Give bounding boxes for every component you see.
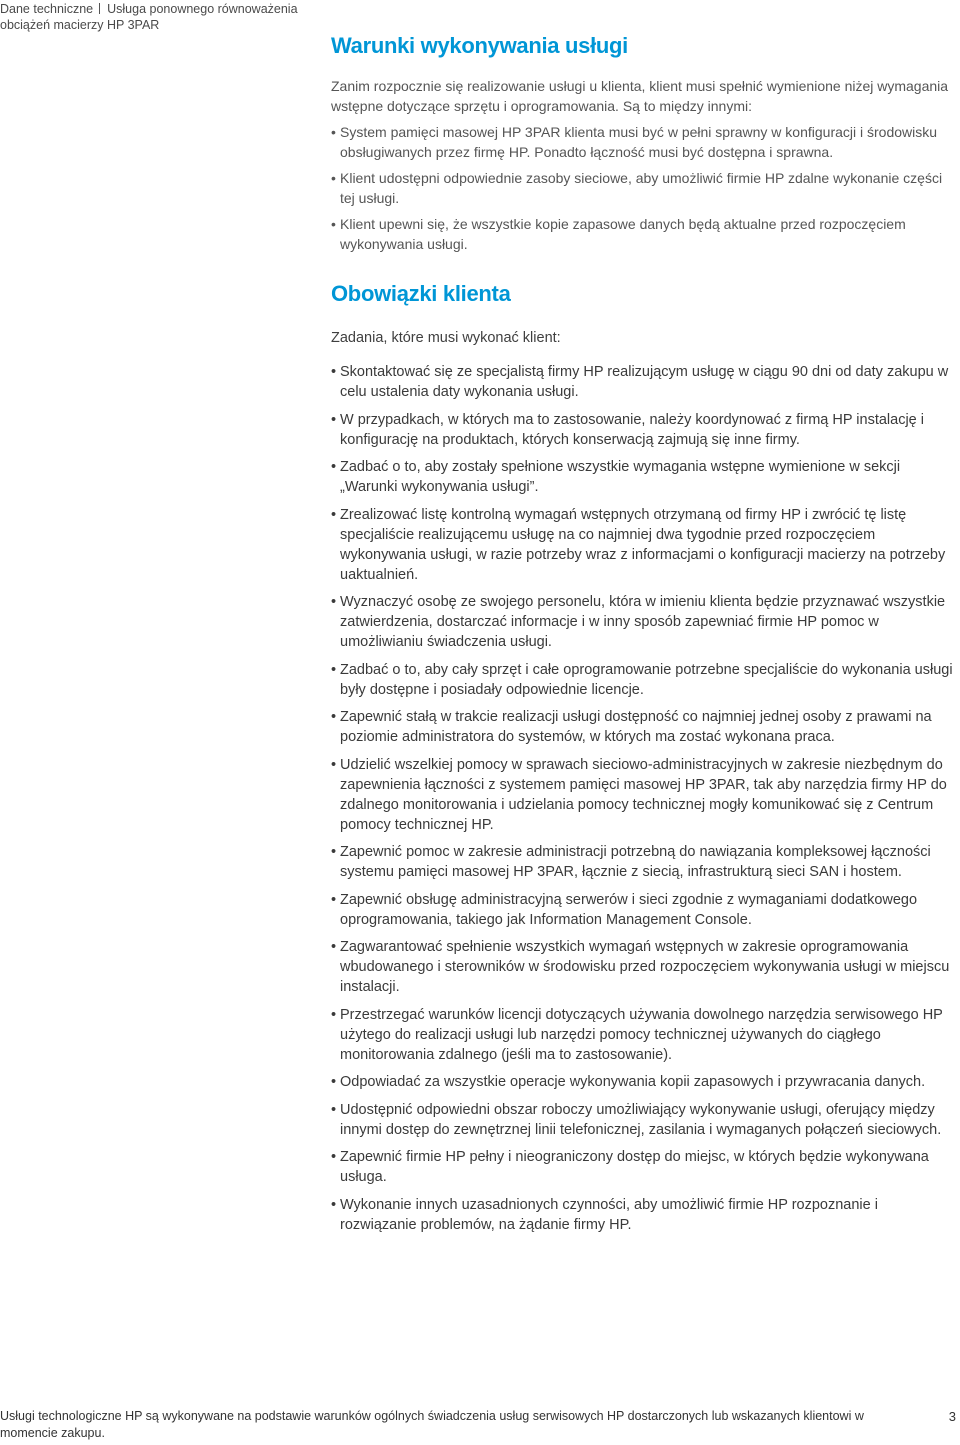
bullet-icon: • [331, 1149, 337, 1165]
conditions-intro: Zanim rozpocznie się realizowanie usługi u klienta, klient musi spełnić wymienione niżej wymagania wstępne dotyczące sprzętu i oprogramowania. Są to między innymi: [331, 78, 949, 114]
list-item: • Klient udostępni odpowiednie zasoby sieciowe, aby umożliwić firmie HP zdalne wykonanie części tej usługi. [331, 170, 943, 206]
list-item: • Zapewnić pomoc w zakresie administracji potrzebną do nawiązania kompleksowej łączności systemu pamięci masowej HP 3PAR, łącznie z siecią, infrastrukturą sieci SAN i hostem. [331, 844, 931, 880]
header-separator [99, 3, 100, 14]
list-item: • Udzielić wszelkiej pomocy w sprawach sieciowo-administracyjnych w zakresie niezbędnym do zapewnienia łączności z systemem pamięci masowej HP 3PAR, tak aby narzędzia firmy HP do zdalnego monitorowania i udzielania pomocy technicznej mogły komunikować się z Centrum pomocy technicznej HP. [331, 756, 947, 833]
list-item: • Skontaktować się ze specjalistą firmy HP realizującym usługę w ciągu 90 dni od daty zakupu w celu ustalenia daty wykonania usługi. [331, 364, 949, 400]
list-item: • Zagwarantować spełnienie wszystkich wymagań wstępnych w zakresie oprogramowania wbudowanego i sterowników w środowisku przed rozpoczęciem wykonywania usługi w miejscu instalacji. [331, 939, 950, 995]
list-item: • Zapewnić stałą w trakcie realizacji usługi dostępność co najmniej jednej osoby z prawami na poziomie administratora do systemów, w których ma zostać wykonana praca. [331, 709, 932, 745]
bullet-icon: • [331, 170, 336, 186]
header-doc-type: Dane techniczne [0, 2, 94, 16]
header-title-line1: Usługa ponownego równoważenia [107, 2, 298, 16]
list-item: • Zapewnić obsługę administracyjną serwerów i sieci zgodnie z wymaganiami dodatkowego oprogramowania, takiego jak Information Management Console. [331, 891, 918, 928]
bullet-icon: • [331, 124, 336, 140]
bullet-icon: • [331, 844, 337, 860]
bullet-icon: • [331, 411, 337, 428]
bullet-icon: • [331, 506, 337, 523]
bullet-icon: • [331, 594, 337, 610]
prerequisites-list [331, 122, 957, 254]
section-heading-conditions: Warunki wykonywania usługi [331, 33, 628, 58]
list-item: • Wyznaczyć osobę ze swojego personelu, która w imieniu klienta będzie przyznawać wszystkie zatwierdzenia, dostarczać informacje i w inny sposób zapewniać firmie HP pomoc w umożliwianiu świadczenia usługi. [331, 594, 946, 650]
list-item: • Udostępnić odpowiedni obszar roboczy umożliwiający wykonywanie usługi, oferujący między innymi dostęp do zewnętrznej linii telefonicznej, zasilania i wymaganych połączeń sieciowych. [331, 1101, 942, 1138]
bullet-icon: • [331, 756, 337, 773]
bullet-icon: • [331, 216, 336, 232]
list-item: • Zadbać o to, aby zostały spełnione wszystkie wymagania wstępne wymienione w sekcji „Warunki wykonywania usługi”. [331, 459, 901, 495]
bullet-icon: • [331, 709, 337, 725]
page-number: 3 [948, 1409, 956, 1424]
section-heading-responsibilities: Obowiązki klienta [331, 281, 511, 306]
responsibilities-list [331, 362, 957, 1235]
list-item: • Wykonanie innych uzasadnionych czynności, aby umożliwić firmie HP rozpoznanie i rozwiązanie problemów, na żądanie firmy HP. [331, 1196, 878, 1233]
list-item: • Przestrzegać warunków licencji dotyczących używania dowolnego narzędzia serwisowego HP użytego do realizacji usługi lub narzędzi pomocy technicznej używanych do ciągłego monitorowania zdalnego (jeśli ma to zastosowanie). [331, 1006, 943, 1063]
bullet-icon: • [331, 1101, 337, 1118]
page-footer: Usługi technologiczne HP są wykonywane na podstawie warunków ogólnych świadczenia usług serwisowych HP dostarczonych lub wskazanych klientowi w momencie zakupu. [0, 1409, 864, 1440]
bullet-icon: • [331, 891, 337, 908]
list-item: • Odpowiadać za wszystkie operacje wykonywania kopii zapasowych i przywracania danych. [331, 1074, 926, 1090]
list-item: • System pamięci masowej HP 3PAR klienta musi być w pełni sprawny w konfiguracji i środowisku obsługiwanych przez firmę HP. Ponadto łączność musi być dostępna i sprawna. [331, 124, 938, 160]
bullet-icon: • [331, 661, 337, 678]
bullet-icon: • [331, 1074, 337, 1090]
list-item: • W przypadkach, w których ma to zastosowanie, należy koordynować z firmą HP instalację i konfigurację na produktach, których konserwacją zajmują się inne firmy. [331, 411, 925, 448]
bullet-icon: • [331, 939, 337, 955]
bullet-icon: • [331, 364, 337, 380]
main-content [331, 30, 957, 1242]
list-item: • Klient upewni się, że wszystkie kopie zapasowe danych będą aktualne przed rozpoczęciem wykonywania usługi. [331, 216, 906, 252]
bullet-icon: • [331, 1196, 337, 1213]
responsibilities-intro: Zadania, które musi wykonać klient: [331, 330, 561, 346]
list-item: • Zapewnić firmie HP pełny i nieograniczony dostęp do miejsc, w których będzie wykonywana usługa. [331, 1149, 929, 1185]
bullet-icon: • [331, 1006, 337, 1023]
list-item: • Zrealizować listę kontrolną wymagań wstępnych otrzymaną od firmy HP i zwrócić tę listę specjaliście realizującemu usługę na co najmniej dwa tygodnie przed rozpoczęciem wykonywania usługi, w razie potrzeby wraz z informacjami o konfiguracji macierzy na potrzeby uaktualnień. [331, 506, 946, 583]
running-header [0, 1, 300, 33]
list-item: • Zadbać o to, aby cały sprzęt i całe oprogramowanie potrzebne specjaliście do wykonania usługi były dostępne i posiadały odpowiednie licencje. [331, 661, 953, 698]
header-title-line2: obciążeń macierzy HP 3PAR [0, 18, 160, 32]
bullet-icon: • [331, 459, 337, 475]
